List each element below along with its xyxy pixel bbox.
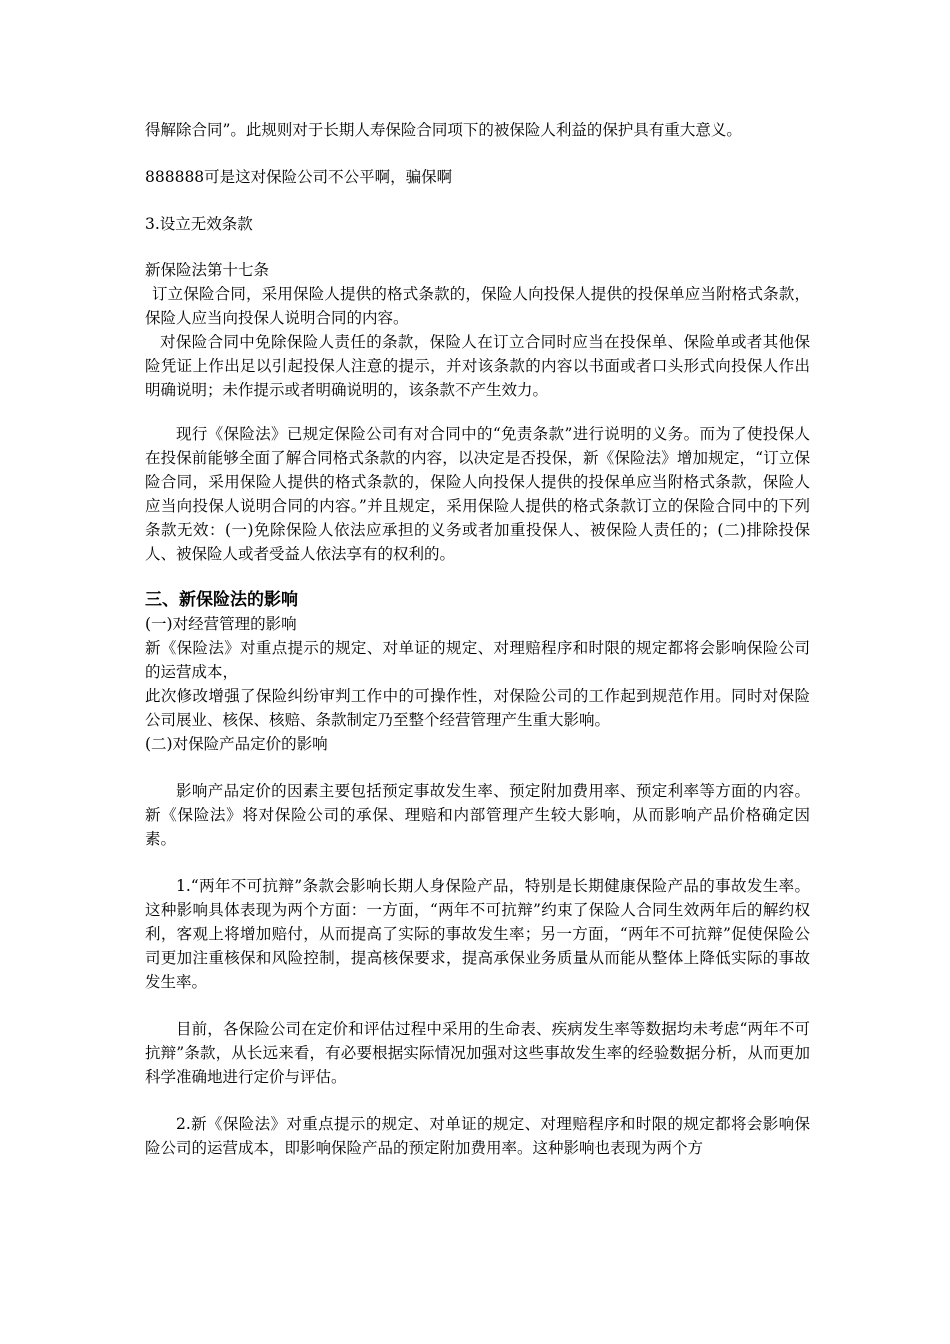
document-page (145, 118, 810, 1160)
section-heading-impact: 三、新保险法的影响 (145, 590, 298, 610)
paragraph-article-17: 新保险法第十七条 (145, 261, 270, 279)
paragraph-incontestability: 1.“两年不可抗辩”条款会影响长期人身保险产品，特别是长期健康保险产品的事故发生率。这种影响具体表现为两个方面：一方面，“两年不可抗辩”约束了保险人合同生效两年后的解约权利，客观上将增加赔付，从而提高了实际的事故发生率；另一方面，“两年不可抗辩”促使保险公司更加注重核保和风险控制，提高核保要求，提高承保业务质量从而能从整体上降低实际的事故发生率。 (145, 877, 810, 991)
paragraph-comment: 888888可是这对保险公司不公平啊，骗保啊 (145, 168, 453, 186)
paragraph-current-law: 现行《保险法》已规定保险公司有对合同中的“免责条款”进行说明的义务。而为了使投保人在投保前能够全面了解合同格式条款的内容，以决定是否投保，新《保险法》增加规定，“订立保险合同，采用保险人提供的格式条款的，保险人向投保人提供的投保单应当附格式条款，保险人应当向投保人说明合同的内容。”并且规定，采用保险人提供的格式条款订立的保险合同中的下列条款无效：(一)免除保险人依法应承担的义务或者加重投保人、被保险人责任的；(二)排除投保人、被保险人或者受益人依法享有的权利的。 (145, 425, 810, 563)
paragraph-operating-cost: 新《保险法》对重点提示的规定、对单证的规定、对理赔程序和时限的规定都将会影响保险公司的运营成本， (145, 639, 810, 681)
subheading-management: (一)对经营管理的影响 (145, 615, 297, 633)
paragraph-pricing-factors: 影响产品定价的因素主要包括预定事故发生率、预定附加费用率、预定利率等方面的内容。新《保险法》将对保险公司的承保、理赔和内部管理产生较大影响，从而影响产品价格确定因素。 (145, 782, 810, 848)
paragraph-format-clause: 订立保险合同，采用保险人提供的格式条款的，保险人向投保人提供的投保单应当附格式条款，保险人应当向投保人说明合同的内容。 (145, 285, 810, 327)
paragraph-contract-termination: 得解除合同”。此规则对于长期人寿保险合同项下的被保险人利益的保护具有重大意义。 (145, 121, 742, 139)
subheading-pricing: (二)对保险产品定价的影响 (145, 735, 328, 753)
paragraph-expense-rate: 2.新《保险法》对重点提示的规定、对单证的规定、对理赔程序和时限的规定都将会影响保险公司的运营成本，即影响保险产品的预定附加费用率。这种影响也表现为两个方 (145, 1115, 810, 1157)
paragraph-life-tables: 目前，各保险公司在定价和评估过程中采用的生命表、疾病发生率等数据均未考虑“两年不可抗辩”条款，从长远来看，有必要根据实际情况加强对这些事故发生率的经验数据分析，从而更加科学准确地进行定价与评估。 (145, 1020, 810, 1086)
paragraph-operability: 此次修改增强了保险纠纷审判工作中的可操作性，对保险公司的工作起到规范作用。同时对保险公司展业、核保、核赔、条款制定乃至整个经营管理产生重大影响。 (145, 687, 810, 729)
paragraph-exemption-clause: 对保险合同中免除保险人责任的条款，保险人在订立合同时应当在投保单、保险单或者其他保险凭证上作出足以引起投保人注意的提示，并对该条款的内容以书面或者口头形式向投保人作出明确说明；未作提示或者明确说明的，该条款不产生效力。 (145, 333, 810, 399)
paragraph-section-invalid-clauses: 3.设立无效条款 (145, 215, 253, 233)
